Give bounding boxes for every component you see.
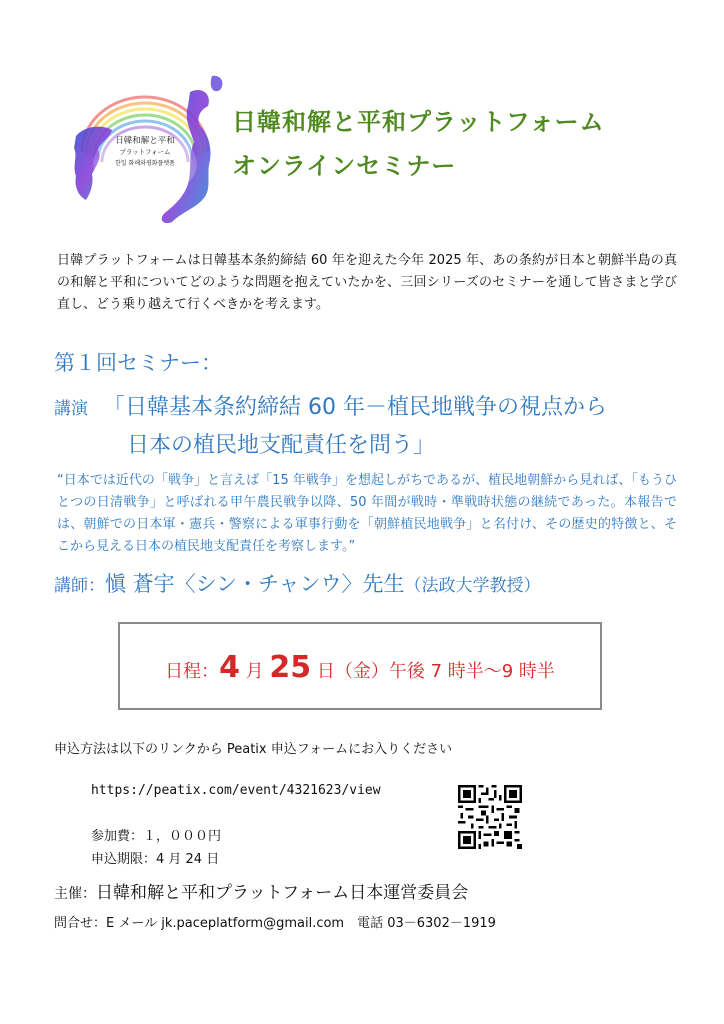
schedule-text: [120, 650, 600, 685]
qr-code-icon[interactable]: [458, 785, 522, 849]
logo-title: 日韓和解と平和: [115, 136, 175, 146]
organizer-label: 主催：: [54, 886, 96, 902]
apply-instructions: 申込方法は以下のリンクから Peatix 申込フォームにお入りください: [54, 742, 453, 757]
schedule-time: 日（金）午後 7 時半～9 時半: [311, 661, 555, 682]
page-title-line-2: オンラインセミナー: [232, 152, 457, 180]
lecturer-affiliation: （法政大学教授）: [404, 576, 541, 596]
schedule-day: 25: [269, 650, 312, 685]
lecturer-label: 講師：: [54, 576, 105, 596]
lecture-abstract: “日本では近代の「戦争」と言えば「15 年戦争」を想起しがちであるが、植民地朝鮮から見れば、「もうひとつの日清戦争」と呼ばれる甲午農民戦争以降、50 年間が戦時・準戦時状態の継続であった。本報告では、朝鮮での日本軍・憲兵・警察による軍事行動を「朝鮮植民地戦争」と名付け、その歴史的特徴と、そこから見える日本の植民地支配責任を考察します。”: [57, 473, 677, 554]
schedule-label: 日程：: [165, 661, 220, 682]
lecture-title-line-1: 「日韓基本条約締結 60 年－植民地戦争の視点から: [103, 395, 607, 420]
schedule-box: [118, 622, 602, 710]
logo-subtitle: プラットフォーム: [119, 148, 171, 156]
lecturer: [54, 568, 541, 598]
lecture-label: 講演: [54, 399, 88, 419]
apply-link[interactable]: https://peatix.com/event/4321623/view: [91, 783, 381, 798]
logo-korean: 한일 화해와평화플랫폼: [115, 160, 175, 167]
organizer-name: 日韓和解と平和プラットフォーム日本運営委員会: [96, 883, 469, 903]
lecture-title-line-2: 日本の植民地支配責任を問う」: [127, 433, 436, 458]
intro-paragraph: 日韓プラットフォームは日韓基本条約締結 60 年を迎えた今年 2025 年、あの条約が日本と朝鮮半島の真の和解と平和についてどのような問題を抱えていたかを、三回シリーズのセミナーを通して皆さまと学び直し、どう乗り越えて行くべきかを考えます。: [57, 253, 677, 312]
contact-info: 問合せ：E メール jk.paceplatform@gmail.com 電話 03－6302－1919: [54, 916, 496, 931]
organizer: [54, 878, 468, 903]
schedule-month: 4: [219, 650, 240, 685]
page-title-line-1: 日韓和解と平和プラットフォーム: [232, 108, 605, 136]
schedule-month-unit: 月: [239, 661, 270, 682]
logo: [62, 72, 228, 228]
participation-fee: 参加費：１，０００円: [91, 829, 222, 844]
lecturer-name: 愼 蒼宇〈シン・チャンウ〉先生: [105, 572, 405, 596]
application-deadline: 申込期限：4 月 24 日: [91, 852, 220, 867]
seminar-number: 第１回セミナー：: [54, 351, 222, 375]
